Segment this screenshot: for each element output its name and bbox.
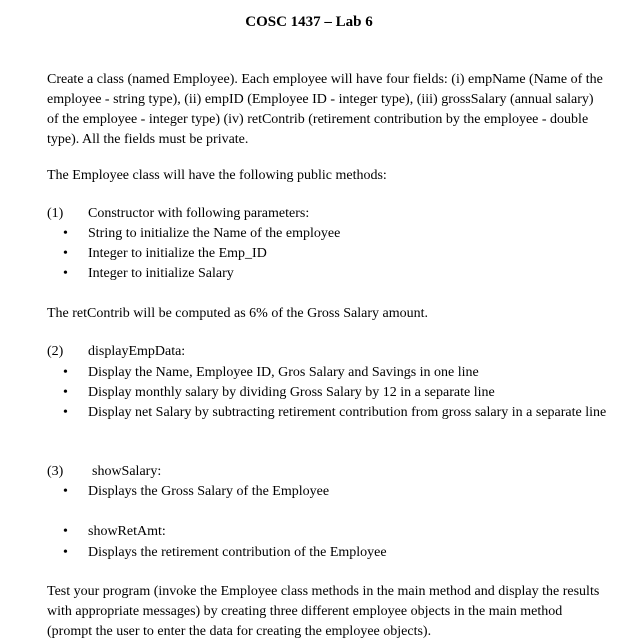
section-heading: showRetAmt: — [88, 524, 166, 539]
showsalary-list — [47, 482, 612, 502]
bullet-icon: • — [63, 484, 68, 499]
bullet-icon: • — [63, 365, 68, 380]
section-number: (2) — [47, 344, 64, 359]
retcontrib-note: The retContrib will be computed as 6% of the Gross Salary amount. — [47, 306, 429, 321]
list-item: • Displays the Gross Salary of the Employee — [47, 482, 612, 502]
list-item: • Display net Salary by subtracting retirement contribution from gross salary in a separate line — [47, 403, 612, 423]
section-number: (1) — [47, 206, 64, 221]
list-item: • String to initialize the Name of the employee — [47, 224, 612, 244]
list-item: • Integer to initialize the Emp_ID — [47, 244, 612, 264]
document-title: COSC 1437 – Lab 6 — [245, 14, 373, 30]
list-item: • Display the Name, Employee ID, Gros Salary and Savings in one line — [47, 363, 612, 383]
intro-paragraph: Create a class (named Employee). Each employee will have four fields: (i) empName (Name of the employee - string type), (ii) empID (Employee ID - integer type), (iii) grossSalary (annual salary) of the employee - integer type) (iv) retContrib (retirement contribution by the employee - double type). All the fields must be private. — [47, 72, 603, 147]
constructor-params-list — [47, 224, 612, 284]
bullet-icon: • — [63, 545, 68, 560]
bullet-icon: • — [63, 226, 68, 241]
section-heading: showSalary: — [92, 464, 162, 479]
section-heading: displayEmpData: — [88, 344, 186, 359]
list-item: • Displays the retirement contribution of the Employee — [47, 543, 612, 563]
bullet-icon: • — [63, 385, 68, 400]
bullet-icon: • — [63, 405, 68, 420]
bullet-icon: • — [63, 246, 68, 261]
section-showsalary — [47, 462, 607, 482]
section-showretamt — [47, 522, 607, 542]
section-constructor — [47, 204, 607, 224]
bullet-icon: • — [63, 266, 68, 281]
list-item: • Integer to initialize Salary — [47, 264, 612, 284]
section-number: (3) — [47, 464, 64, 479]
list-item: • Display monthly salary by dividing Gross Salary by 12 in a separate line — [47, 383, 612, 403]
showretamt-list — [47, 543, 612, 563]
displayempdata-list — [47, 363, 612, 423]
methods-intro: The Employee class will have the following public methods: — [47, 168, 387, 183]
section-displayempdata — [47, 342, 607, 362]
section-heading: Constructor with following parameters: — [88, 206, 310, 221]
closing-paragraph: Test your program (invoke the Employee class methods in the main method and display the results with appropriate messages) by creating three different employee objects in the main method (prompt the user to enter the data for creating the employee objects). — [47, 584, 600, 639]
bullet-icon: • — [63, 524, 68, 539]
